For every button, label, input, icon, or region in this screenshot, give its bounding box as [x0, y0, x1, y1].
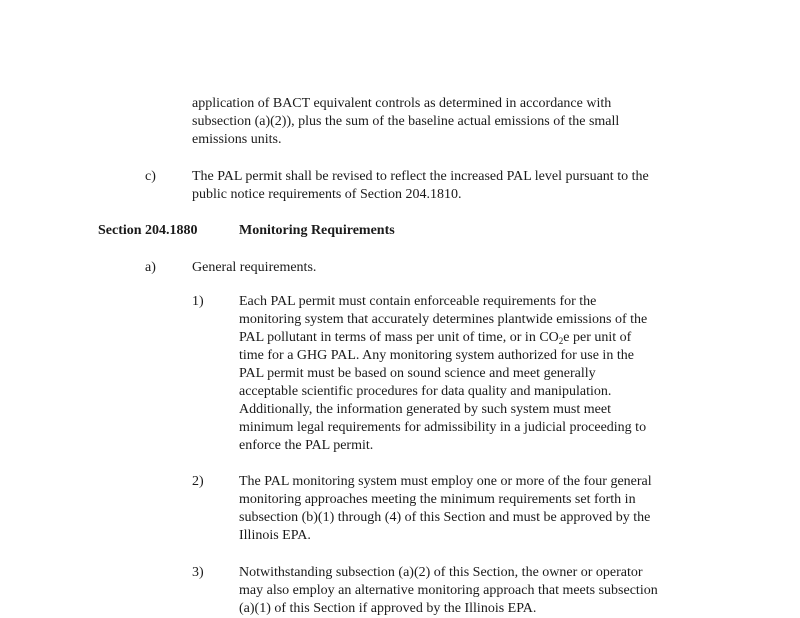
item-c-paragraph: The PAL permit shall be revised to reflect the increased PAL level pursuant to the public notice requirements of Section 204.1810.	[192, 169, 649, 202]
subitem-1-text-end: e per unit of time for a GHG PAL. Any monitoring system authorized for use in the PAL permit must be based on sound science and meet generally acceptable scientific procedures for data quality and manipulation. Additionally, the information generated by such system must meet minimum legal requirements for admissibility in a judicial proceeding to enforce the PAL permit.	[239, 330, 647, 453]
item-a-label: a)	[145, 260, 156, 275]
co2-subscript: 2	[558, 336, 564, 346]
section-title: Monitoring Requirements	[239, 223, 395, 238]
subitem-2-paragraph: The PAL monitoring system must employ one or more of the four general monitoring approaches meeting the minimum requirements set forth in subsection (b)(1) through (4) of this Section and must be approved by the Illinois EPA.	[239, 474, 652, 543]
subitem-2-label: 2)	[192, 474, 204, 489]
subitem-3-paragraph: Notwithstanding subsection (a)(2) of this Section, the owner or operator may also employ an alternative monitoring approach that meets subsection (a)(1) of this Section if approved by the Illinois EPA.	[239, 565, 658, 616]
subitem-1-label: 1)	[192, 294, 204, 309]
subitem-1-text-start: Each PAL permit must contain enforceable requirements for the monitoring system that accurately determines plantwide emissions of the PAL pollutant in terms of mass per unit of time, or in CO	[239, 294, 648, 345]
item-c-label: c)	[145, 169, 156, 184]
continuation-paragraph: application of BACT equivalent controls as determined in accordance with subsection (a)(2)), plus the sum of the baseline actual emissions of the small emissions units.	[192, 96, 620, 147]
item-a-heading: General requirements.	[192, 260, 317, 275]
subitem-1-paragraph	[239, 293, 759, 455]
section-number: Section 204.1880	[98, 223, 198, 238]
subitem-3-label: 3)	[192, 565, 204, 580]
